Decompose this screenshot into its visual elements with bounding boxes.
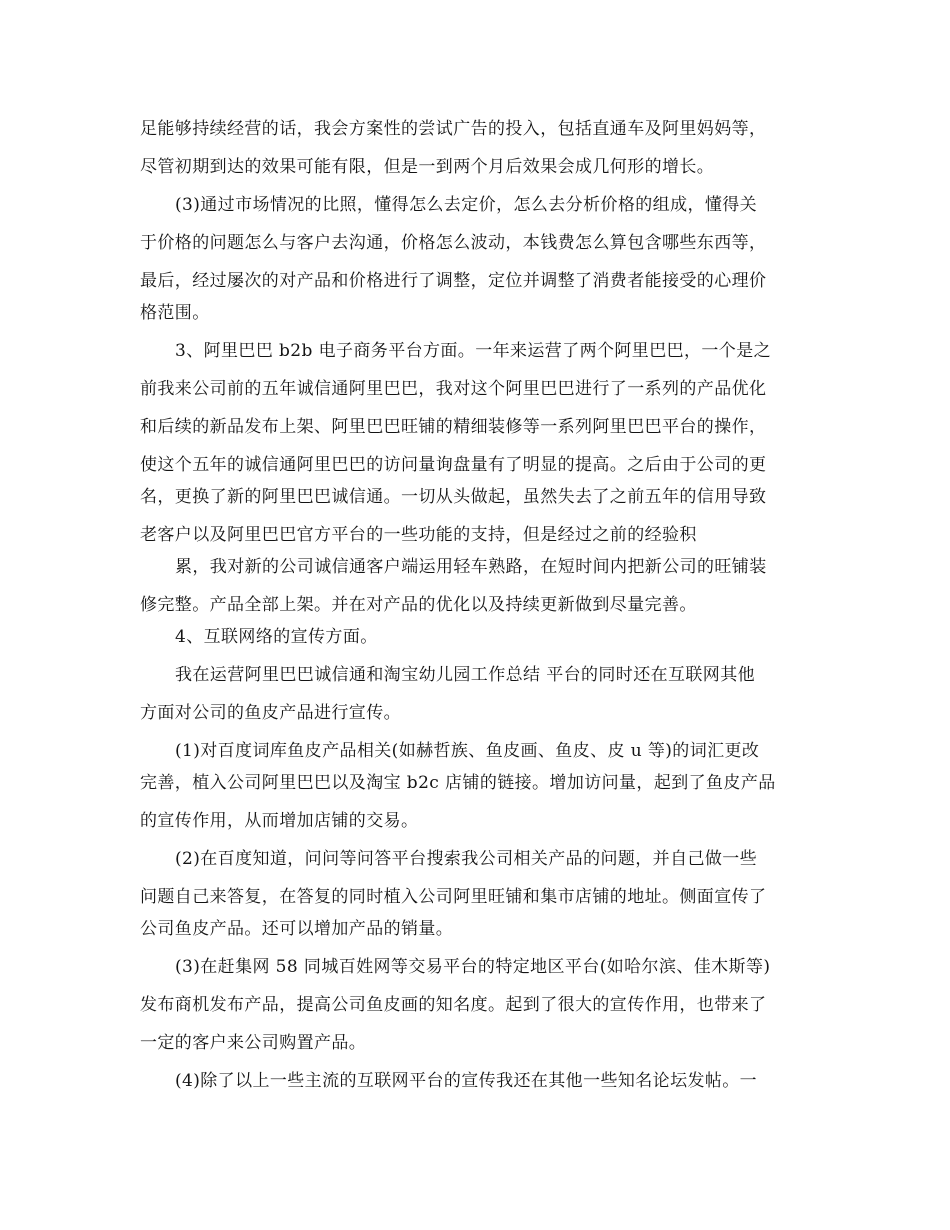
text-line: 3、阿里巴巴 b2b 电子商务平台方面。一年来运营了两个阿里巴巴，一个是之 bbox=[175, 341, 772, 361]
text-line: 4、互联网络的宣传方面。 bbox=[175, 627, 378, 647]
text-line: 完善，植入公司阿里巴巴以及淘宝 b2c 店铺的链接。增加访问量，起到了鱼皮产品 bbox=[140, 773, 776, 793]
text-line: 的宣传作用，从而增加店铺的交易。 bbox=[140, 811, 419, 831]
text-line: (2)在百度知道，问问等问答平台搜索我公司相关产品的问题，并自己做一些 bbox=[175, 849, 758, 869]
text-line: (4)除了以上一些主流的互联网平台的宣传我还在其他一些知名论坛发帖。一 bbox=[175, 1071, 758, 1091]
text-line: 于价格的问题怎么与客户去沟通，价格怎么波动，本钱费怎么算包含哪些东西等， bbox=[140, 233, 767, 253]
text-line: 格范围。 bbox=[140, 303, 210, 323]
text-line: 发布商机发布产品，提高公司鱼皮画的知名度。起到了很大的宣传作用，也带来了 bbox=[140, 995, 767, 1015]
text-line: 方面对公司的鱼皮产品进行宣传。 bbox=[140, 703, 401, 723]
text-line: 名，更换了新的阿里巴巴诚信通。一切从头做起，虽然失去了之前五年的信用导致 bbox=[140, 487, 767, 507]
text-line: 累，我对新的公司诚信通客户端运用轻车熟路，在短时间内把新公司的旺铺装 bbox=[175, 557, 767, 577]
text-line: 修完整。产品全部上架。并在对产品的优化以及持续更新做到尽量完善。 bbox=[140, 595, 697, 615]
text-line: 足能够持续经营的话，我会方案性的尝试广告的投入，包括直通车及阿里妈妈等， bbox=[140, 119, 767, 139]
text-line: 公司鱼皮产品。还可以增加产品的销量。 bbox=[140, 919, 454, 939]
text-line: 和后续的新品发布上架、阿里巴巴旺铺的精细装修等一系列阿里巴巴平台的操作， bbox=[140, 417, 767, 437]
text-line: (3)在赶集网 58 同城百姓网等交易平台的特定地区平台(如哈尔滨、佳木斯等) bbox=[175, 957, 771, 977]
text-line: 问题自己来答复，在答复的同时植入公司阿里旺铺和集市店铺的地址。侧面宣传了 bbox=[140, 887, 767, 907]
text-line: 前我来公司前的五年诚信通阿里巴巴，我对这个阿里巴巴进行了一系列的产品优化 bbox=[140, 379, 767, 399]
text-line: 老客户以及阿里巴巴官方平台的一些功能的支持，但是经过之前的经验积 bbox=[140, 525, 697, 545]
text-line: 尽管初期到达的效果可能有限，但是一到两个月后效果会成几何形的增长。 bbox=[140, 157, 715, 177]
text-line: 使这个五年的诚信通阿里巴巴的访问量询盘量有了明显的提高。之后由于公司的更 bbox=[140, 455, 767, 475]
text-line: (1)对百度词库鱼皮产品相关(如赫哲族、鱼皮画、鱼皮、皮 u 等)的词汇更改 bbox=[175, 741, 760, 761]
text-line: 最后，经过屡次的对产品和价格进行了调整，定位并调整了消费者能接受的心理价 bbox=[140, 271, 767, 291]
text-line: (3)通过市场情况的比照，懂得怎么去定价，怎么去分析价格的组成，懂得关 bbox=[175, 195, 758, 215]
text-line: 一定的客户来公司购置产品。 bbox=[140, 1033, 367, 1053]
text-line: 我在运营阿里巴巴诚信通和淘宝幼儿园工作总结 平台的同时还在互联网其他 bbox=[175, 665, 756, 685]
